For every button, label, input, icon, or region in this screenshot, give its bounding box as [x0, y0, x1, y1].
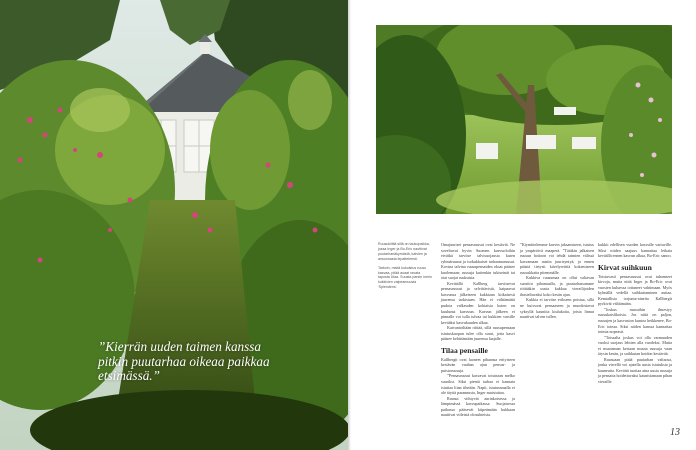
page-number: 13 — [670, 427, 680, 438]
body-paragraph: ”Pensasruusut kasvavat toisinaan melko suuriksi. Siksi pientä tarhaa ei kannata istuttaa liian tiheään. Napit, istutusmaalla ei ole täyttä parannusta, Inger muistuttaa. — [441, 373, 515, 396]
body-paragraph: ”Joskus ruusuihin ilmestyy ruusukaislikoisia. Jos niitä on paljon, ruusujen ja kasvuston kuntoa heikkenee, Bo-Eric toteaa. Siksi niiden kanssa kannattaa toimia nopeasti. — [598, 306, 672, 335]
body-paragraph: Kaivantoiltään riittää, sillä ruusupensaan istutuskuopan tulee olla suuri, jotta kasvi pääsee kehittämään juurensa laajalle. — [441, 325, 515, 342]
body-column-1 — [441, 242, 515, 418]
caption-paragraph: Ruusukiiltiä sillä on taukopaikka, jossa Inger ja Bo-Eric nauttivat puutarhanäkymästä, katvien ja ansonnasta lepatteleesti. — [378, 242, 430, 261]
body-column-3 — [598, 242, 672, 385]
body-paragraph: ”Kiymittelemme kasvin jaksamiseen, istutus ja ympäröivä maaperä. ”Tätäkin jalkaisen ruusun hoitoon voi tehdä taimien välissä kasvamaan uusiin juurisyntyä, ja ennen päästä tietysti kävelyreittiä kokemiseen ruusukkaita pitemmälle. — [520, 242, 594, 275]
pull-quote: ”Kierrän uuden taimen kanssa pitkin puutarhaa oikeaa paikkaa etsimässä.” — [98, 339, 270, 384]
body-paragraph: Kevätällä Kallberg tarvitsevat pensasruusut ja selvittävistä, kaipaavat kasvunsa jälkeiseen kukkiaan kitkaisesti juurensa tarkistaen. Hän ei välttämättä pudota valkeuden kohtaisia kuten on kuulunut kasvuun. Kasvun jälkeen ei pinnalle voi tulla tulvaa tai kukkien varsille kevääksi kasvukauden alkua. — [441, 280, 515, 325]
subheading-kirvat-suihkuun: Kirvat suihkuun — [598, 262, 652, 272]
body-paragraph: Ruusut viihtyvät aurinkoisessa ja lämpimässä kasvupaikassa. Suojaisessa paikassa pääsevät kiipeämään kukkaan nauttivat viileistä olosuhteista. — [441, 395, 515, 418]
body-paragraph: kukkii edellisen vuoden kasvulle vartuville. Siksi niiden saajuus kannattaa leikata keväällä ennen kasvun alkua, Bo-Eric sanoo. — [598, 242, 672, 259]
body-paragraph: Omajuuriset pensasruusut ovat kestäviä. Ne soveltuvat hyvin Suomen kasvuoloihin eivätkä tarvitse talvisuojausta kuten ryhmäruusut ja isokukkaiset tarhaamaruusut. Kovina talvina ruusupensaiden oksat pääsee kuolemaan; ruusuja kuitenkin tukiseinät tai otat suojat ruukuista. — [441, 242, 515, 281]
body-column-2 — [520, 242, 594, 320]
caption-paragraph: Tarkoin, mistä kukoistus ruusu kasvaa, pitää auaat ravata taposta Ulaa. Suusta parsin inerin kukkivien valpeamuusta 'Splendens'. — [378, 265, 432, 290]
body-paragraph: Kukkia ei tarvitse erikseen poistaa, sillä ne kuivuvat pensaaseen ja muodostavat syksyllä kauniita kiulukoita, joista linnut nauttivat talven tullen. — [520, 297, 594, 320]
body-paragraph: Toistuvasti pensasruusut ovat tuhonneet kirvoja, mutta niitä Inger ja Bo-Eric ovat vuosien kuluessa tottuneet vahtimaan. Myös kylmällä vedellä suihkuttaminen auttaa. Kemiallisia torjunta-aineita Kallbergit pyrkivät välttämään. — [598, 273, 672, 307]
photo-caption — [378, 242, 432, 294]
body-paragraph: ”Toissalta joskus voi olla varmuuden vuoksi suojaus lehtien alla vuodeksi. Mutta ei muutaman kertaan muuta ruusuja vaan täysin kesän, ja suihkutan hoidon kestävää. — [598, 334, 672, 357]
body-paragraph: Kallbergit ovat luoneet pihaansa erityiseen kestävän vauhan ajan pensas- ja puistoruusuja. — [441, 356, 515, 373]
subheading-tilaa-pensaille: Tilaa pensaille — [441, 345, 488, 355]
body-paragraph: Ruusuaan pitää puutarhan valtaosa, jonka vierellä voi ajatella uusia istutuksia ja kauneutta. Kevättä tuottaa aina uusia ruusuja ja pensaita hoidettavaksi kaunistamaan pihan vieraille. — [598, 356, 672, 385]
page-gutter — [348, 0, 351, 450]
garden-benches-photo — [376, 25, 672, 214]
body-paragraph: Kukkiva ruusumaa on ollut valtavan suosittu pihamaalla, ja puutarhassamme riittääkin uusia kukkaa vierailijoiden ihasteltavaksi koko kesän ajan. — [520, 275, 594, 297]
